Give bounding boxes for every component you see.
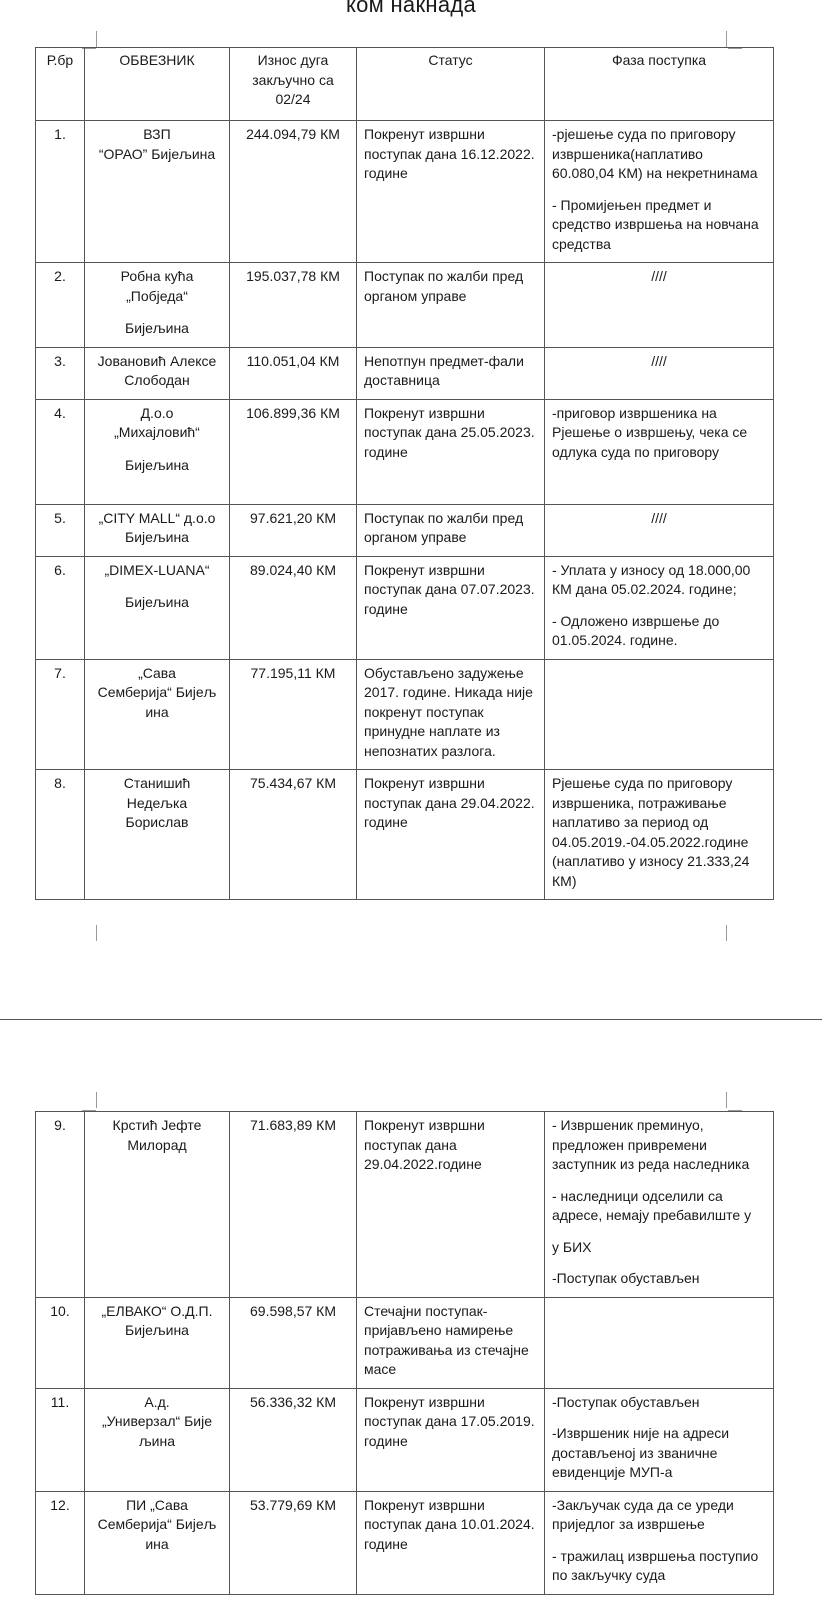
- row-status: Поступак по жалби пред органом управе: [357, 504, 545, 556]
- table-row: [36, 1388, 774, 1491]
- row-status: Стечајни поступак-пријављено намирење потраживања из стечајне масе: [357, 1297, 545, 1388]
- row-status: Обустављено задужење 2017. године. Никада није покренут поступак принудне наплате из непознатих разлога.: [357, 659, 545, 770]
- header-obligor: ОБВЕЗНИК: [85, 48, 230, 121]
- row-amount: 77.195,11 КМ: [230, 659, 357, 770]
- row-status: Непотпун предмет-фали доставница: [357, 347, 545, 399]
- row-amount: 244.094,79 КМ: [230, 121, 357, 263]
- debt-table-page-1: [35, 47, 774, 900]
- row-phase: -Закључак суда да се уреди приједлог за извршење - тражилац извршења поступио по закључку суда: [545, 1491, 774, 1594]
- row-obligor: „DIMEX-LUANA“ Бијељина: [85, 556, 230, 659]
- row-amount: 71.683,89 КМ: [230, 1112, 357, 1298]
- row-obligor: „CITY MALL“ д.о.о Бијељина: [85, 504, 230, 556]
- row-num: 2.: [36, 263, 85, 348]
- row-status: Покренут извршни поступак дана 16.12.2022. године: [357, 121, 545, 263]
- row-obligor: Крстић Јефте Милорад: [85, 1112, 230, 1298]
- row-phase: ////: [545, 504, 774, 556]
- row-num: 9.: [36, 1112, 85, 1298]
- row-phase: - Уплата у износу од 18.000,00 КМ дана 05.02.2024. године; - Одложено извршење до 01.05.2024. године.: [545, 556, 774, 659]
- row-obligor: ВЗП “ОРАО” Бијељина: [85, 121, 230, 263]
- row-num: 4.: [36, 399, 85, 504]
- table-row: [36, 121, 774, 263]
- row-obligor: Станишић Недељка Борислав: [85, 770, 230, 900]
- crop-mark: [96, 925, 97, 941]
- row-status: Поступак по жалби пред органом управе: [357, 263, 545, 348]
- table-row: [36, 659, 774, 770]
- page-separator: [0, 1019, 822, 1020]
- table-row: [36, 770, 774, 900]
- table-row: [36, 399, 774, 504]
- row-num: 1.: [36, 121, 85, 263]
- row-num: 6.: [36, 556, 85, 659]
- row-amount: 75.434,67 КМ: [230, 770, 357, 900]
- table-row: [36, 1112, 774, 1298]
- row-status: Покренут извршни поступак дана 10.01.2024. године: [357, 1491, 545, 1594]
- crop-mark: [96, 1092, 97, 1108]
- header-phase: Фаза поступка: [545, 48, 774, 121]
- crop-mark: [726, 925, 727, 941]
- header-num: Р.бр: [36, 48, 85, 121]
- row-num: 10.: [36, 1297, 85, 1388]
- row-phase: ////: [545, 263, 774, 348]
- table-row: [36, 347, 774, 399]
- row-status: Покренут извршни поступак дана 25.05.2023. године: [357, 399, 545, 504]
- row-amount: 110.051,04 КМ: [230, 347, 357, 399]
- row-obligor: ПИ „Сава Семберија“ Бијељ ина: [85, 1491, 230, 1594]
- table-header-row: [36, 48, 774, 121]
- row-amount: 69.598,57 КМ: [230, 1297, 357, 1388]
- row-phase: -приговор извршеника на Рјешење о извршењу, чека се одлука суда по приговору: [545, 399, 774, 504]
- row-amount: 106.899,36 КМ: [230, 399, 357, 504]
- header-amount: Износ дуга закључно са 02/24: [230, 48, 357, 121]
- row-num: 3.: [36, 347, 85, 399]
- row-obligor: „Сава Семберија“ Бијељ ина: [85, 659, 230, 770]
- row-num: 8.: [36, 770, 85, 900]
- crop-mark: [96, 31, 97, 47]
- row-status: Покренут извршни поступак дана 17.05.2019. године: [357, 1388, 545, 1491]
- row-obligor: Јовановић Алексе Слободан: [85, 347, 230, 399]
- row-phase: [545, 1297, 774, 1388]
- debt-table-page-2: [35, 1111, 774, 1595]
- table-row: [36, 556, 774, 659]
- table-row: [36, 1491, 774, 1594]
- row-num: 5.: [36, 504, 85, 556]
- crop-mark: [726, 31, 727, 47]
- row-obligor: „ЕЛВАКО“ О.Д.П. Бијељина: [85, 1297, 230, 1388]
- row-num: 11.: [36, 1388, 85, 1491]
- row-obligor: Д.о.о „Михајловић“ Бијељина: [85, 399, 230, 504]
- row-phase: [545, 659, 774, 770]
- row-status: Покренут извршни поступак дана 29.04.2022.године: [357, 1112, 545, 1298]
- row-phase: -Поступак обустављен -Извршеник није на адреси достављеној из званичне евиденције МУП-а: [545, 1388, 774, 1491]
- row-amount: 89.024,40 КМ: [230, 556, 357, 659]
- row-status: Покренут извршни поступак дана 07.07.2023. године: [357, 556, 545, 659]
- table-row: [36, 263, 774, 348]
- crop-mark: [726, 1092, 727, 1108]
- row-amount: 53.779,69 КМ: [230, 1491, 357, 1594]
- row-phase: ////: [545, 347, 774, 399]
- row-phase: - Извршеник преминуо, предложен привремени заступник из реда наследника - наследници одселили са адресе, немају пребавилште у у БИХ -Поступак обустављен: [545, 1112, 774, 1298]
- row-amount: 195.037,78 КМ: [230, 263, 357, 348]
- page-title: ком накнада: [345, 0, 477, 17]
- table-row: [36, 1297, 774, 1388]
- row-amount: 97.621,20 КМ: [230, 504, 357, 556]
- row-amount: 56.336,32 КМ: [230, 1388, 357, 1491]
- row-obligor: Робна кућа „Побједа“ Бијељина: [85, 263, 230, 348]
- row-obligor: А.д. „Универзал“ Бије љина: [85, 1388, 230, 1491]
- row-phase: -рјешење суда по приговору извршеника(наплативо 60.080,04 КМ) на некретнинама - Промијењен предмет и средство извршења на новчана средства: [545, 121, 774, 263]
- row-phase: Рјешење суда по приговору извршеника, потраживање наплативо за период од 04.05.2019.-04.05.2022.године (наплативо у износу 21.333,24 КМ): [545, 770, 774, 900]
- table-row: [36, 504, 774, 556]
- header-status: Статус: [357, 48, 545, 121]
- row-num: 7.: [36, 659, 85, 770]
- row-status: Покренут извршни поступак дана 29.04.2022. године: [357, 770, 545, 900]
- row-num: 12.: [36, 1491, 85, 1594]
